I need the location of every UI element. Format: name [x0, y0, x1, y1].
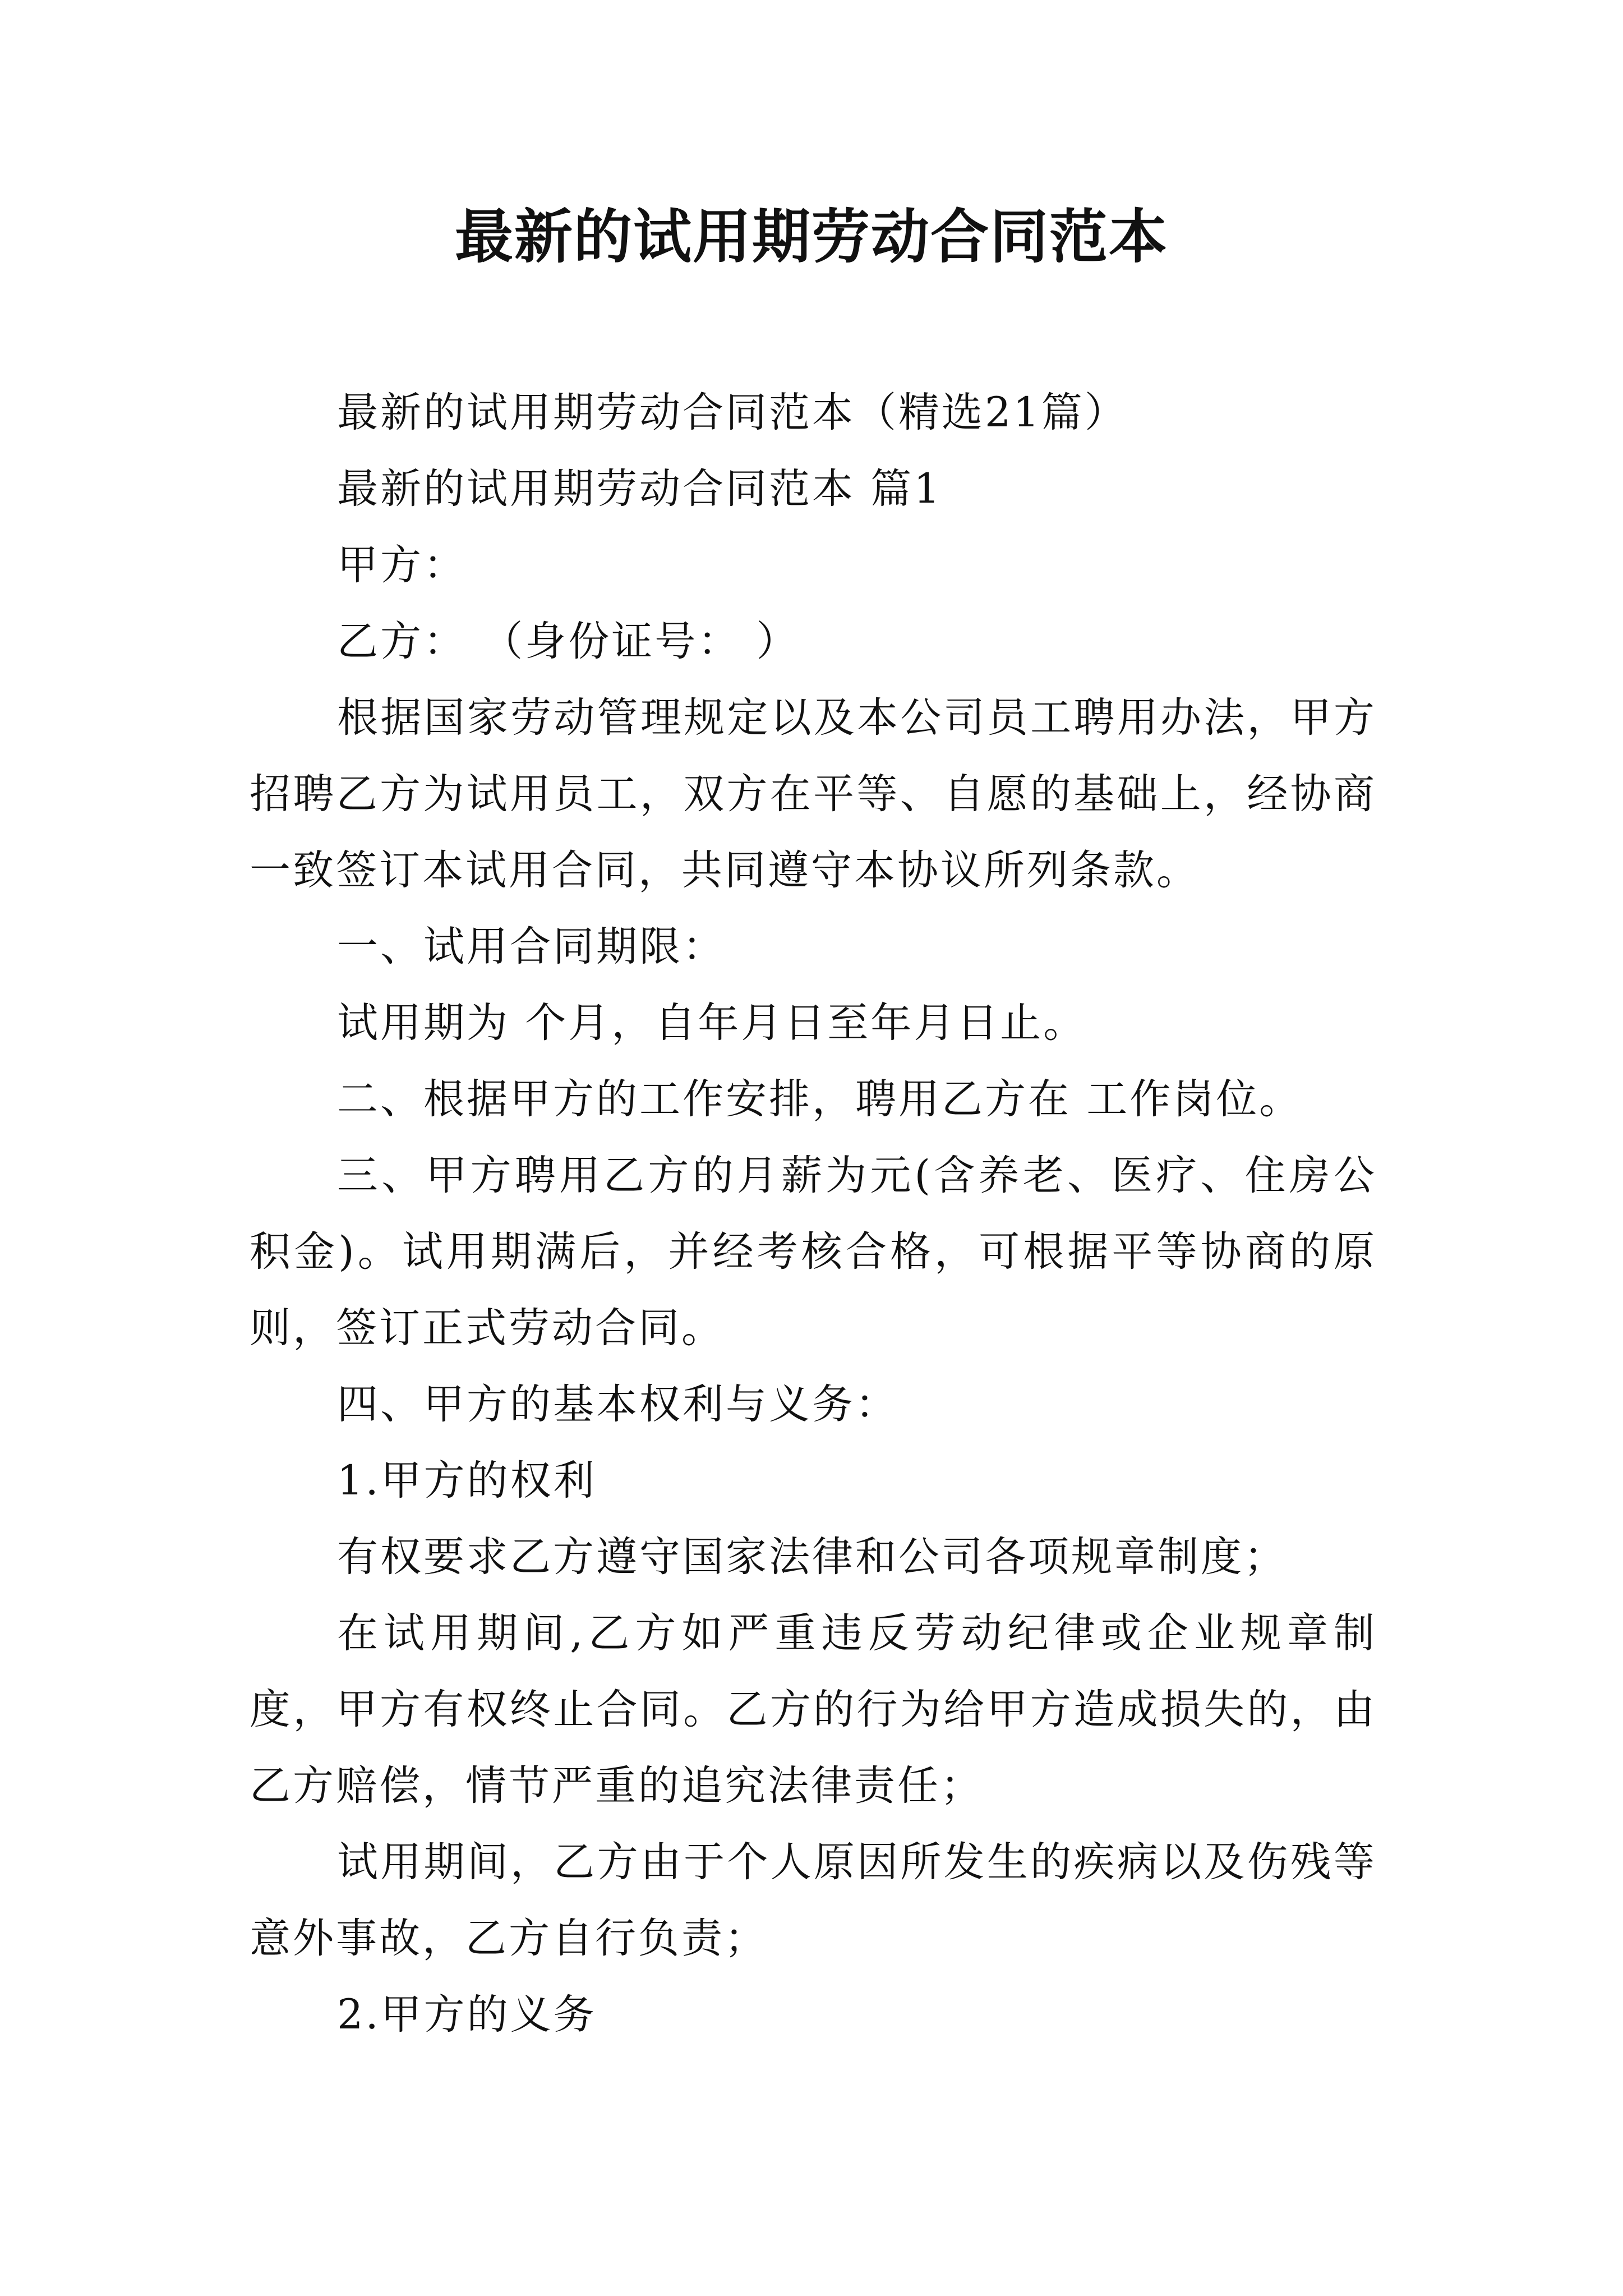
- paragraph-party-b: 乙方： （身份证号： ）: [337, 618, 800, 665]
- document-title: 最新的试用期劳动合同范本: [454, 203, 1168, 271]
- document-body: [250, 375, 1377, 2053]
- paragraph-clause-1-heading: 一、试用合同期限：: [337, 923, 726, 970]
- paragraph-party-a-rights-heading: 1.甲方的权利: [337, 1457, 597, 1504]
- paragraph-section-heading: 最新的试用期劳动合同范本 篇1: [337, 465, 942, 513]
- paragraph-clause-3: 三、甲方聘用乙方的月薪为元(含养老、医疗、住房公积金)。试用期满后，并经考核合格，可根据平等协商的原则，签订正式劳动合同。: [250, 1152, 1377, 1352]
- paragraph-clause-4-heading: 四、甲方的基本权利与义务：: [337, 1381, 898, 1428]
- paragraph-subtitle: 最新的试用期劳动合同范本（精选21篇）: [337, 389, 1128, 436]
- paragraph-right-3: 试用期间，乙方由于个人原因所发生的疾病以及伤残等意外事故，乙方自行负责；: [250, 1838, 1377, 1962]
- paragraph-right-1: 有权要求乙方遵守国家法律和公司各项规章制度；: [337, 1533, 1287, 1581]
- paragraph-party-a: 甲方：: [337, 541, 467, 589]
- paragraph-clause-1-body: 试用期为 个月，自年月日至年月日止。: [337, 999, 1087, 1047]
- paragraph-clause-2: 二、根据甲方的工作安排，聘用乙方在 工作岗位。: [337, 1075, 1303, 1123]
- paragraph-preamble: 根据国家劳动管理规定以及本公司员工聘用办法，甲方招聘乙方为试用员工，双方在平等、自愿的基础上，经协商一致签订本试用合同，共同遵守本协议所列条款。: [250, 694, 1377, 894]
- paragraph-party-a-duties-heading: 2.甲方的义务: [337, 1991, 597, 2039]
- paragraph-right-2: 在试用期间,乙方如严重违反劳动纪律或企业规章制度，甲方有权终止合同。乙方的行为给甲方造成损失的，由乙方赔偿，情节严重的追究法律责任；: [250, 1609, 1377, 1810]
